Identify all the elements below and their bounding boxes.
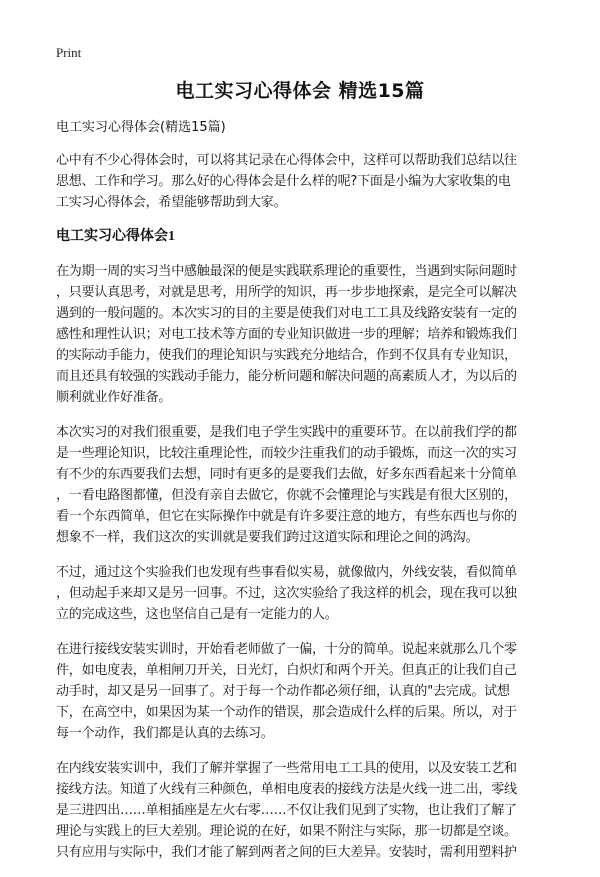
text-line: 想象不一样，我们这次的实训就是要我们跨过这道实际和理论之间的鸿沟。 <box>56 530 479 545</box>
text-line: 接线方法。知道了火线有三种颜色，单相电度表的接线方法是火线一进二出，零线 <box>56 782 517 797</box>
text-line: 看一个东西简单，但它在实际操作中就是有许多要注意的地方，有些东西也与你的 <box>56 509 517 524</box>
text-line: ，但动起手来却又是另一回事。不过，这次实验给了我这样的机会，现在我可以独 <box>56 586 517 601</box>
text-line: 的实际动手能力，使我们的理论知识与实践充分地结合，作到不仅具有专业知识， <box>56 348 517 363</box>
text-line: 在为期一周的实习当中感触最深的便是实践联系理论的重要性，当遇到实际问题时 <box>56 264 517 279</box>
text-line: 本次实习的对我们很重要，是我们电子学生实践中的重要环节。在以前我们学的都 <box>56 425 517 440</box>
text-line: 是三进四出……单相插座是左火右零……不仅让我们见到了实物，也让我们了解了 <box>56 803 517 818</box>
body-paragraph <box>56 422 556 548</box>
document-subtitle: 电工实习心得体会(精选15篇) <box>56 120 226 135</box>
text-line: 不过，通过这个实验我们也发现有些事看似实易，就像做内，外线安装，看似简单 <box>56 565 517 580</box>
text-line: 在进行接线安装实训时，开始看老师做了一偏，十分的简单。说起来就那么几个零 <box>56 642 517 657</box>
body-paragraph <box>56 562 556 625</box>
text-line: ，一看电路图都懂，但没有亲自去做它，你就不会懂理论与实践是有很大区别的， <box>56 488 517 503</box>
text-line: 立的完成这些，这也坚信自己是有一定能力的人。 <box>56 607 338 622</box>
text-line: 动手时，却又是另一回事了。对于每一个动作都必须仔细，认真的"去完成。试想 <box>56 684 510 699</box>
text-line: 件，如电度表，单相闸刀开关，日光灯，白炽灯和两个开关。但真正的让我们自己 <box>56 663 517 678</box>
text-line: 顺利就业作好准备。 <box>56 390 172 405</box>
text-line: 理论与实践上的巨大差别。理论说的在好，如果不附注与实际，那一切都是空谈。 <box>56 824 517 839</box>
text-line: 每一个动作，我们都是认真的去练习。 <box>56 726 274 741</box>
page-title: 电工实习心得体会 精选15篇 <box>175 80 425 102</box>
intro-paragraph <box>56 150 556 213</box>
text-line: 在内线安装实训中，我们了解并掌握了一些常用电工工具的使用，以及安装工艺和 <box>56 761 517 776</box>
text-line: 遇到的一般问题的。本次实习的目的主要是使我们对电工工具及线路安装有一定的 <box>56 306 517 321</box>
text-line: 下，在高空中，如果因为某一个动作的错误，那会造成什么样的后果。所以，对于 <box>56 705 517 720</box>
text-line: 工实习心得体会，希望能够帮助到大家。 <box>56 195 287 210</box>
text-line: 有不少的东西要我们去想，同时有更多的是要我们去做，好多东西看起来十分简单 <box>56 467 517 482</box>
body-paragraph <box>56 261 556 408</box>
document-body <box>56 118 556 877</box>
text-line: 心中有不少心得体会时，可以将其记录在心得体会中，这样可以帮助我们总结以往 <box>56 153 517 168</box>
text-line: 思想、工作和学习。那么好的心得体会是什么样的呢?下面是小编为大家收集的电 <box>56 174 511 189</box>
text-line: 只有应用与实际中，我们才能了解到两者之间的巨大差异。安装时，需利用塑料护 <box>56 845 517 860</box>
text-line: 感性和理性认识；对电工技术等方面的专业知识做进一步的理解；培养和锻炼我们 <box>56 327 517 342</box>
text-line: ，只要认真思考，对就是思考，用所学的知识，再一步步地探索，是完全可以解决 <box>56 285 517 300</box>
print-link[interactable]: Print <box>56 45 82 60</box>
body-paragraph <box>56 639 556 744</box>
body-paragraph <box>56 758 556 863</box>
section-heading: 电工实习心得体会1 <box>56 229 175 244</box>
text-line: 而且还具有较强的实践动手能力，能分析问题和解决问题的高素质人才，为以后的 <box>56 369 517 384</box>
text-line: 是一些理论知识，比较注重理论性，而较少注重我们的动手锻炼，而这一次的实习 <box>56 446 517 461</box>
